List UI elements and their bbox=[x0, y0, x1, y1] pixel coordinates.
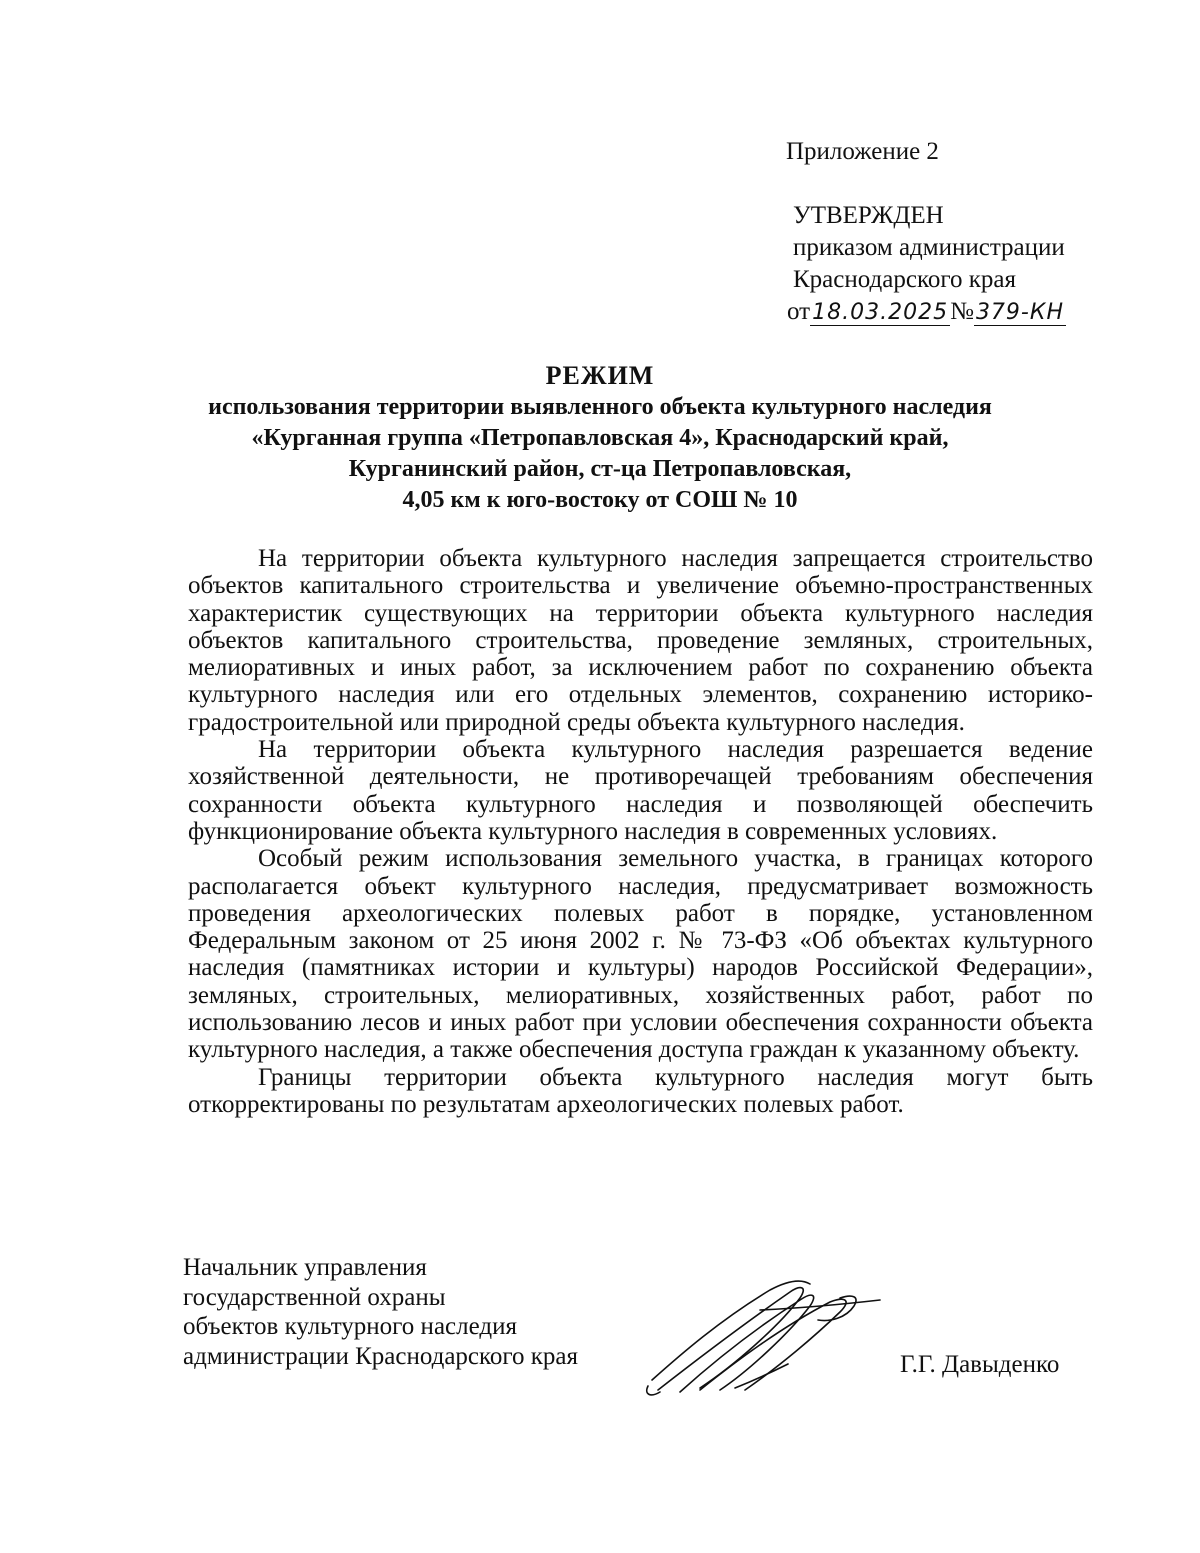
signatory-position-line-4: администрации Краснодарского края bbox=[183, 1342, 579, 1370]
order-date-prefix: от bbox=[787, 298, 811, 325]
approval-line-1: приказом администрации bbox=[793, 234, 1065, 261]
body-paragraph-4: Границы территории объекта культурного наследия могут быть откорректированы по результатам археологических полевых работ. bbox=[188, 1063, 1093, 1118]
signatory-position bbox=[183, 1253, 578, 1371]
heading-line-3: Курганинский район, ст-ца Петропавловская, bbox=[348, 456, 852, 482]
heading-line-4: 4,05 км к юго-востоку от СОШ № 10 bbox=[402, 487, 798, 513]
order-reference bbox=[787, 296, 1066, 328]
appendix-label: Приложение 2 bbox=[786, 138, 939, 165]
order-date: 18.03.2025 bbox=[812, 300, 949, 325]
heading-line-1: использования территории выявленного объекта культурного наследия bbox=[208, 394, 992, 420]
approval-stamp bbox=[787, 200, 1066, 328]
approval-line-2: Краснодарского края bbox=[793, 266, 1016, 293]
order-number-prefix: № bbox=[950, 298, 974, 325]
signatory-position-line-2: государственной охраны bbox=[183, 1283, 446, 1311]
handwritten-signature-icon bbox=[640, 1270, 900, 1410]
heading-title: РЕЖИМ bbox=[545, 361, 655, 390]
body-paragraph-1: На территории объекта культурного наследия запрещается строительство объектов капитального строительства и увеличение объемно-пространственных характеристик существующих на территории объекта культурного наследия объектов капитального строительства, проведение земляных, строительных, мелиоративных и иных работ, за исключением работ по сохранению объекта культурного наследия или его отдельных элементов, сохранению историко-градостроительной или природной среды объекта культурного наследия. bbox=[188, 545, 1093, 736]
approval-status: УТВЕРЖДЕН bbox=[793, 202, 944, 229]
body-paragraph-2: На территории объекта культурного наследия разрешается ведение хозяйственной деятельности, не противоречащей требованиям обеспечения сохранности объекта культурного наследия и позволяющей обеспечить функционирование объекта культурного наследия в современных условиях. bbox=[188, 736, 1093, 845]
order-number: 379-КН bbox=[975, 300, 1065, 325]
heading-line-2: «Курганная группа «Петропавловская 4», Краснодарский край, bbox=[251, 425, 949, 451]
document-heading bbox=[150, 360, 1050, 516]
signatory-name: Г.Г. Давыденко bbox=[900, 1351, 1060, 1378]
signatory-position-line-1: Начальник управления bbox=[183, 1254, 427, 1281]
body-paragraph-3: Особый режим использования земельного участка, в границах которого располагается объект культурного наследия, предусматривает возможность проведения археологических полевых работ в порядке, установленном Федеральным законом от 25 июня 2002 г. № 73-ФЗ «Об объектах культурного наследия (памятниках истории и культуры) народов Российской Федерации», земляных, строительных, мелиоративных, хозяйственных работ, работ по использованию лесов и иных работ при условии обеспечения сохранности объекта культурного наследия, а также обеспечения доступа граждан к указанному объекту. bbox=[188, 845, 1093, 1064]
document-body bbox=[188, 545, 1093, 1118]
signatory-position-line-3: объектов культурного наследия bbox=[183, 1313, 517, 1340]
